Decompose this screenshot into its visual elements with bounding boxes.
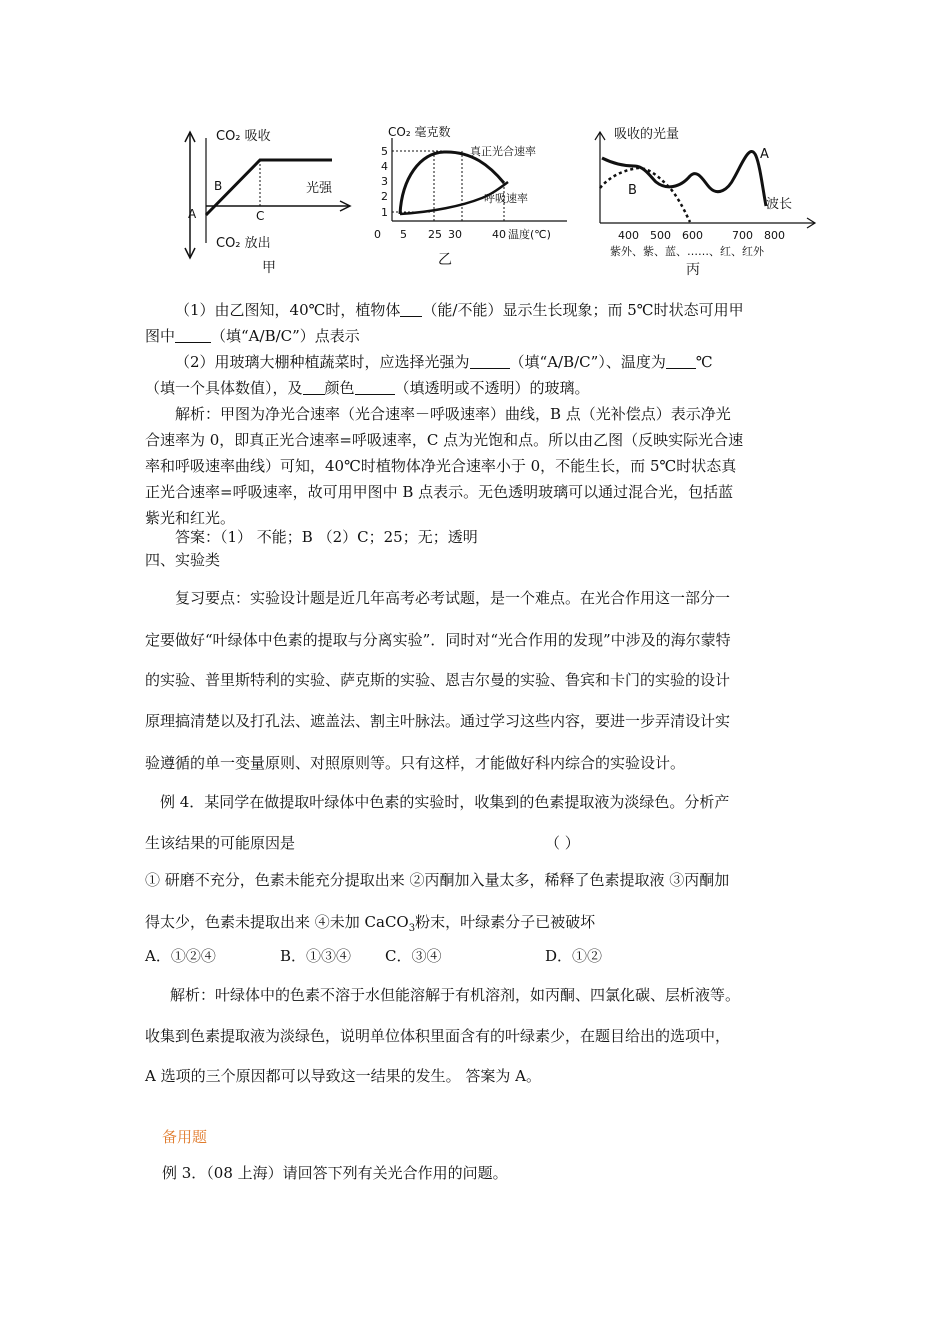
analysis1-line: 解析：甲图为净光合速率（光合速率－呼吸速率）曲线，B 点（光补偿点）表示净光 — [175, 405, 731, 423]
bing-spectrum: 紫外、紫、蓝、……、红、红外 — [610, 245, 764, 258]
bing-xtick: 800 — [764, 229, 785, 242]
section-heading: 四、实验类 — [145, 551, 221, 569]
analysis4-line: A 选项的三个原因都可以导致这一结果的发生。 答案为 A。 — [145, 1067, 541, 1085]
yi-ylabel: CO₂ 毫克数 — [388, 125, 451, 139]
yi-xtick: 25 — [428, 228, 442, 241]
bing-xtick: 400 — [618, 229, 639, 242]
review-line: 验遵循的单一变量原则、对照原则等。只有这样，才能做好科内综合的实验设计。 — [145, 754, 686, 772]
q1-blank2[interactable] — [175, 327, 211, 343]
yi-ytick: 5 — [381, 145, 388, 158]
bing-label-a: A — [760, 147, 769, 162]
q1-line1: （1）由乙图知，40℃时，植物体 （能/不能）显示生长现象；而 5℃时状态可用甲 — [175, 301, 744, 319]
figure-yi — [372, 118, 572, 288]
analysis1-line: 率和呼吸速率曲线）可知，40℃时植物体净光合速率小于 0，不能生长，而 5℃时状态真 — [145, 457, 737, 475]
jia-caption: 甲 — [262, 260, 276, 276]
example4-option2: 得太少，色素未提取出来 ④未加 CaCO$_3$粉末，叶绿素分子已被破坏 — [145, 913, 596, 934]
bing-ylabel: 吸收的光量 — [614, 127, 680, 142]
yi-ytick: 1 — [381, 206, 388, 219]
yi-xlabel: 温度(℃) — [508, 228, 551, 241]
figure-row — [160, 118, 820, 288]
q2-line2: （填一个具体数值），及 颜色 （填透明或不透明）的玻璃。 — [145, 379, 590, 397]
answer1: 答案：（1） 不能；B （2）C；25；无；透明 — [175, 528, 478, 546]
analysis1-line: 正光合速率=呼吸速率，故可用甲图中 B 点表示。无色透明玻璃可以通过混合光，包括蓝 — [145, 483, 734, 501]
jia-point-b: B — [214, 179, 223, 193]
example3: 例 3．（08 上海）请回答下列有关光合作用的问题。 — [162, 1164, 508, 1182]
yi-xtick: 40 — [492, 228, 506, 241]
jia-point-a: A — [188, 207, 197, 221]
example4-line1: 例 4．某同学在做提取叶绿体中色素的实验时，收集到的色素提取液为淡绿色。分析产 — [160, 793, 730, 811]
bing-xtick: 500 — [650, 229, 671, 242]
backup-title: 备用题 — [162, 1128, 208, 1146]
q2-blank3[interactable] — [303, 379, 325, 395]
jia-ylabel-top: CO₂ 吸收 — [216, 129, 271, 144]
review-line: 复习要点：实验设计题是近几年高考必考试题，是一个难点。在光合作用这一部分一 — [175, 589, 731, 607]
review-line: 定要做好“叶绿体中色素的提取与分离实验”．同时对“光合作用的发现”中涉及的海尔蒙特 — [145, 631, 731, 649]
bing-xtick: 600 — [682, 229, 703, 242]
jia-point-c: C — [256, 209, 265, 223]
example4-option1: ① 研磨不充分，色素未能充分提取出来 ②丙酮加入量太多，稀释了色素提取液 ③丙酮加 — [145, 871, 730, 889]
analysis4-line: 收集到色素提取液为淡绿色，说明单位体积里面含有的叶绿素少，在题目给出的选项中， — [145, 1027, 731, 1045]
example4-line2: 生该结果的可能原因是 （ ） — [145, 834, 580, 852]
review-line: 的实验、普里斯特利的实验、萨克斯的实验、恩吉尔曼的实验、鲁宾和卡门的实验的设计 — [145, 671, 731, 689]
analysis1-line: 紫光和红光。 — [145, 509, 236, 527]
yi-caption: 乙 — [438, 252, 452, 268]
analysis4-line: 解析：叶绿体中的色素不溶于水但能溶解于有机溶剂，如丙酮、四氯化碳、层析液等。 — [170, 986, 741, 1004]
yi-xtick: 0 — [374, 228, 381, 241]
review-line: 原理搞清楚以及打孔法、遮盖法、割主叶脉法。通过学习这些内容，要进一步弄清设计实 — [145, 712, 731, 730]
bing-xtick: 700 — [732, 229, 753, 242]
q2-blank1[interactable] — [470, 353, 510, 369]
yi-xtick: 30 — [448, 228, 462, 241]
yi-ytick: 2 — [381, 190, 388, 203]
choice-b[interactable]: B．①③④ — [280, 947, 352, 965]
q2-blank4[interactable] — [355, 379, 395, 395]
choice-c[interactable]: C．③④ — [385, 947, 442, 965]
example4-choices — [145, 946, 825, 966]
bing-xlabel: 波长 — [766, 197, 793, 212]
q2-line1: （2）用玻璃大棚种植蔬菜时，应选择光强为 （填“A/B/C”）、温度为 ℃ — [175, 353, 713, 371]
figure-jia — [160, 118, 360, 288]
q1-blank1[interactable] — [400, 301, 422, 317]
yi-curve-true: 真正光合速率 — [470, 145, 536, 158]
q1-line2: 图中 （填“A/B/C”）点表示 — [145, 327, 360, 345]
analysis1-line: 合速率为 0，即真正光合速率=呼吸速率，C 点为光饱和点。所以由乙图（反映实际光合速 — [145, 431, 744, 449]
jia-ylabel-bottom: CO₂ 放出 — [216, 236, 271, 251]
answer-bracket: （ ） — [545, 834, 580, 852]
yi-xtick: 5 — [400, 228, 407, 241]
yi-ytick: 4 — [381, 160, 388, 173]
bing-caption: 丙 — [686, 262, 700, 278]
jia-xlabel: 光强 — [306, 181, 333, 196]
choice-a[interactable]: A．①②④ — [145, 947, 216, 965]
yi-curve-resp: 呼吸速率 — [484, 192, 528, 205]
figure-bing — [590, 118, 820, 288]
yi-ytick: 3 — [381, 175, 388, 188]
choice-d[interactable]: D．①② — [545, 947, 603, 965]
bing-label-b: B — [628, 183, 637, 198]
q2-blank2[interactable] — [666, 353, 696, 369]
